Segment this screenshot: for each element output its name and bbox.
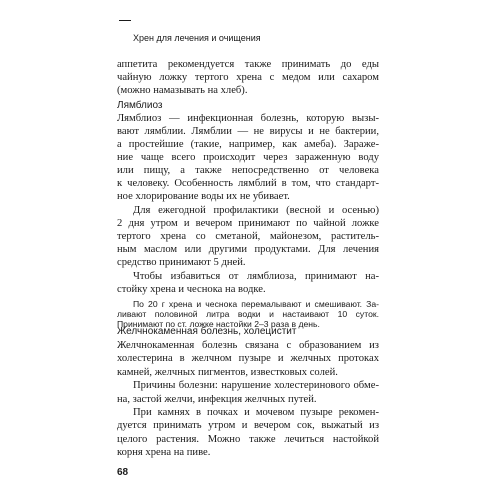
paragraph-line: а простейшие (такие, например, как амеба). Зараже- <box>117 139 379 150</box>
paragraph-line: Желчнокаменная болезнь связана с образованием из <box>117 340 379 351</box>
running-head: Хрен для лечения и очищения <box>133 33 261 43</box>
recipe-line: Принимают по ст. ложке настойки 2–3 раза в день. <box>117 319 320 329</box>
paragraph-line: или пищу, а также непосредственно от человека <box>117 165 379 176</box>
paragraph-line: Лямблиоз — инфекционная болезнь, которую вызы- <box>117 113 379 124</box>
intro-line: (можно намазывать на хлеб). <box>117 85 248 96</box>
paragraph-line: стойку хрена и чеснока на водке. <box>117 284 266 295</box>
paragraph-line: целого растения. Можно также лечиться настойкой <box>117 433 379 445</box>
header-rule <box>119 20 131 21</box>
intro-line: аппетита рекомендуется также принимать до еды <box>117 59 379 70</box>
paragraph-line: корня хрена на пиве. <box>117 447 211 459</box>
intro-line: чайную ложку тертого хрена с медом или сахаром <box>117 72 379 83</box>
paragraph-line: ние чаще всего происходит через зараженную воду <box>117 152 379 163</box>
paragraph-line: ное хлорирование воды их не убивает. <box>117 191 290 202</box>
paragraph-line: Для ежегодной профилактики (весной и осенью) <box>133 205 379 216</box>
paragraph-line: При камнях в почках и мочевом пузыре рекомен- <box>133 407 379 418</box>
paragraph-line: 2 дня утром и вечером принимают по чайной ложке <box>117 218 379 229</box>
recipe-line: По 20 г хрена и чеснока перемалывают и смешивают. За- <box>133 299 379 309</box>
section-heading-gallstones: Желчнокаменная болезнь, холецистит <box>117 326 297 337</box>
paragraph-line: на, застой желчи, инфекция желчных путей. <box>117 393 317 405</box>
page-number: 68 <box>117 467 129 478</box>
paragraph-line: к человеку. Особенность лямблий в том, что стандарт- <box>117 178 379 189</box>
section-heading-giardiasis: Лямблиоз <box>117 100 163 111</box>
recipe-line: ливают половиной литра водки и настаивают 10 суток. <box>117 309 379 319</box>
paragraph-line: тертого хрена со сметаной, майонезом, раститель- <box>117 231 379 242</box>
paragraph-line: средство принимают 5 дней. <box>117 257 246 268</box>
paragraph-line: Причины болезни: нарушение холестеринового обме- <box>133 380 379 392</box>
paragraph-line: Чтобы избавиться от лямблиоза, принимают на- <box>133 271 379 282</box>
paragraph-line: холестерина в желчном пузыре и желчных протоках <box>117 353 379 365</box>
paragraph-line: ным маслом или другими продуктами. Для лечения <box>117 244 379 255</box>
paragraph-line: дуется принимать утром и вечером сок, выжатый из <box>117 420 379 432</box>
paragraph-line: камней, желчных пигментов, известковых солей. <box>117 366 338 378</box>
paragraph-line: вают лямблии. Лямблии — не вирусы и не бактерии, <box>117 126 379 137</box>
